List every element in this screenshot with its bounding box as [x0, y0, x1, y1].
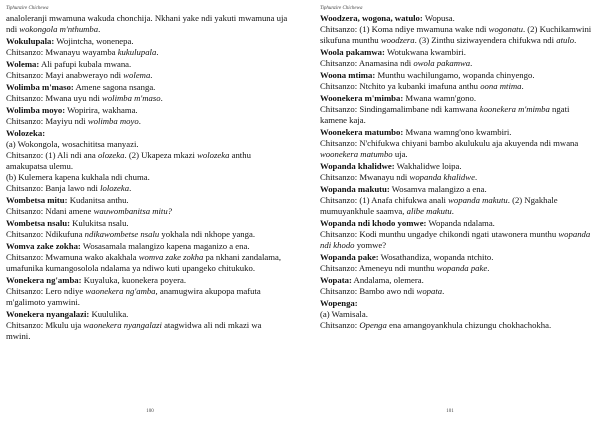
example-phrase: wopanda pake [436, 263, 488, 273]
entry-line [320, 309, 592, 320]
entry-line [320, 47, 592, 58]
dictionary-entry [6, 309, 288, 342]
headword: Womva zake zokha: [6, 241, 81, 251]
dictionary-entry [320, 298, 592, 331]
headword: Wopanda pake: [320, 252, 379, 262]
entry-line [6, 252, 288, 274]
dictionary-entries [6, 13, 288, 342]
dictionary-entry [6, 275, 288, 308]
entry-text: Chitsanzo: (1) Anafa chifukwa anali [320, 195, 449, 205]
headword: Wolozeka: [6, 128, 46, 138]
entry-text: . [442, 286, 445, 296]
example-phrase: wolimba moyo [87, 116, 139, 126]
running-header: Tiphunzire Chichewa [320, 6, 363, 11]
dictionary-entry [6, 82, 288, 104]
entry-text: . [98, 24, 101, 34]
entry-text: Chitsanzo: Banja lawo ndi [6, 183, 101, 193]
example-phrase: olozeka [97, 150, 125, 160]
entry-line [6, 139, 288, 150]
dictionary-entry [6, 36, 288, 58]
entry-line [6, 275, 288, 286]
entry-text: Chitsanzo: Lero ndiye [6, 286, 86, 296]
entry-text: Chitsanzo: Bambo awo ndi [320, 286, 417, 296]
entry-text: Mwana wamng'ono kwambiri. [403, 127, 512, 137]
example-phrase: lolozeka [100, 183, 130, 193]
dictionary-entry [6, 59, 288, 81]
entry-line [6, 218, 288, 229]
entry-text: Wotukwana kwambiri. [384, 47, 466, 57]
entry-text: Chitsanzo: Ntchito ya kubanki imafuna anthu [320, 81, 481, 91]
entry-text: Wosamva malangizo a ena. [389, 184, 487, 194]
example-phrase: koonekera m'mimba [479, 104, 550, 114]
entry-text: . [470, 58, 473, 68]
headword: Woodzera, wogona, watulo: [320, 13, 423, 23]
entry-text: Chitsanzo: Kodi munthu ungadye chikondi ngati utawonera munthu [320, 229, 559, 239]
entry-line [320, 93, 592, 104]
entry-line [6, 36, 288, 47]
entry-text: Kulukitsa nsalu. [69, 218, 129, 228]
headword: Wopenga: [320, 298, 358, 308]
dictionary-entry [320, 161, 592, 183]
entry-text: (a) Wamisala. [320, 309, 368, 319]
entry-text: Wosasamala malangizo kapena maganizo a ena. [80, 241, 250, 251]
entry-line [320, 138, 592, 160]
entry-line [6, 13, 288, 35]
entry-text: . [521, 81, 524, 91]
headword: Woonekera m'mimba: [320, 93, 404, 103]
entry-text: Chitsanzo: (1) Koma ndiye mwamuna wake ndi [320, 24, 489, 34]
entry-text: Chitsanzo: Mayiyu ndi [6, 116, 88, 126]
entry-text: Chitsanzo: [320, 320, 360, 330]
entry-text: . [574, 35, 577, 45]
entry-text: Wopanda ndalama. [426, 218, 495, 228]
entry-text: Kuululika. [89, 309, 129, 319]
dictionary-entry [320, 275, 592, 297]
headword: Woona mtima: [320, 70, 376, 80]
entry-line [320, 13, 592, 24]
entry-text: atagwidwa ali ndi mkazi wa mwini. [6, 320, 262, 341]
example-phrase: kukulupala [117, 47, 157, 57]
dictionary-entry [320, 70, 592, 92]
entry-text: Chitsanzo: Mwanayu wayamba [6, 47, 118, 57]
entry-line [6, 320, 288, 342]
entry-text: Chitsanzo: (1) Ali ndi ana [6, 150, 98, 160]
entry-text: Munthu wachilungamo, wopanda chinyengo. [375, 70, 535, 80]
example-phrase: wogonatu [488, 24, 523, 34]
entry-line [6, 59, 288, 70]
example-phrase: wolimba m'maso [102, 93, 161, 103]
entry-line [320, 275, 592, 286]
entry-line [6, 195, 288, 206]
page-number: 100 [146, 409, 154, 414]
headword: Wolimba m'maso: [6, 82, 74, 92]
entry-text: Chitsanzo: Ndikufuna [6, 229, 85, 239]
entry-line [6, 128, 288, 139]
entry-line [320, 184, 592, 195]
headword: Wonekera ng'amba: [6, 275, 82, 285]
dictionary-entries [320, 13, 592, 331]
entry-line [320, 218, 592, 229]
entry-line [320, 58, 592, 69]
entry-text: . [156, 47, 159, 57]
entry-text: Wojintcha, wonenepa. [54, 36, 134, 46]
headword: Wopanda ndi khodo yomwe: [320, 218, 427, 228]
entry-text: Chitsanzo: Mwanayu ndi [320, 172, 410, 182]
entry-text: . [487, 263, 490, 273]
example-phrase: ndikawombetse nsalu [84, 229, 160, 239]
entry-line [320, 263, 592, 274]
entry-line [6, 206, 288, 217]
example-phrase: owola pakamwa [413, 58, 471, 68]
entry-text: Chitsanzo: Ameneyu ndi munthu [320, 263, 437, 273]
headword: Wonekera nyangalazi: [6, 309, 90, 319]
entry-line [6, 93, 288, 104]
entry-text: Wopirira, wakhama. [65, 105, 138, 115]
dictionary-entry [320, 252, 592, 274]
entry-text: . (2) Ngakhale mumuyankhule saamva, [320, 195, 558, 216]
entry-text: Chitsanzo: Anamasina ndi [320, 58, 414, 68]
dictionary-entry [6, 105, 288, 127]
entry-line [6, 229, 288, 240]
dictionary-entry [320, 13, 592, 46]
entry-text: Amene sagona nsanga. [73, 82, 156, 92]
entry-line [320, 320, 592, 331]
entry-text: Chitsanzo: Sindingamalimbane ndi kamwana [320, 104, 480, 114]
entry-text: Chitsanzo: Mkulu uja [6, 320, 84, 330]
entry-text: . [160, 93, 163, 103]
entry-line [6, 70, 288, 81]
entry-line [320, 104, 592, 126]
entry-text: ena amangoyankhula chizungu chokhachokha. [386, 320, 552, 330]
entry-line [320, 298, 592, 309]
right-page [300, 0, 600, 424]
entry-text: Chitsanzo: Ndani amene [6, 206, 94, 216]
running-header: Tiphunzire Chichewa [6, 6, 49, 11]
entry-text: Chitsanzo: Mayi anabwerayo ndi [6, 70, 124, 80]
entry-text: yomwe? [354, 240, 387, 250]
dictionary-entry [6, 13, 288, 35]
entry-line [6, 309, 288, 320]
entry-line [320, 252, 592, 263]
entry-text: Kudanitsa anthu. [67, 195, 129, 205]
entry-text: . (2) Ukapeza mkazi [124, 150, 198, 160]
dictionary-entry [6, 128, 288, 194]
entry-line [320, 161, 592, 172]
entry-text: . [451, 206, 454, 216]
dictionary-entry [320, 47, 592, 69]
example-phrase: wolema [123, 70, 151, 80]
entry-line [320, 229, 592, 251]
entry-text: analoleranji mwamuna wakuda chonchija. Nkhani yake ndi yakuti mwamuna uja ndi [6, 13, 288, 34]
entry-line [6, 82, 288, 93]
page-number: 101 [446, 409, 454, 414]
dictionary-entry [6, 195, 288, 217]
example-phrase: wauwombanitsa mitu? [93, 206, 173, 216]
entry-line [320, 127, 592, 138]
dictionary-entry [6, 218, 288, 240]
example-phrase: oona mtima [480, 81, 522, 91]
example-phrase: atulo [556, 35, 575, 45]
entry-text: Wopusa. [422, 13, 455, 23]
entry-line [6, 241, 288, 252]
example-phrase: Openga [359, 320, 387, 330]
headword: Wokulupala: [6, 36, 55, 46]
entry-text: , anamugwira akupopa mafuta m'galimoto yamwini. [6, 286, 261, 307]
entry-line [320, 172, 592, 183]
entry-text: Chitsanzo: Mwana uyu ndi [6, 93, 103, 103]
dictionary-entry [320, 184, 592, 217]
example-phrase: waonekera ng'amba [85, 286, 156, 296]
dictionary-entry [320, 218, 592, 251]
headword: Woonekera matumbo: [320, 127, 404, 137]
entry-text: Chitsanzo: N'chifukwa chiyani bambo akulukulu aja akuyenda ndi mwana [320, 138, 579, 148]
entry-line [6, 286, 288, 308]
example-phrase: alibe makutu [406, 206, 452, 216]
entry-text: . [474, 172, 478, 182]
entry-line [6, 105, 288, 116]
entry-text: Mwana wamn'gono. [403, 93, 476, 103]
headword: Woola pakamwa: [320, 47, 385, 57]
entry-text: (a) Wokongola, wosachititsa manyazi. [6, 139, 139, 149]
entry-line [6, 47, 288, 58]
example-phrase: wopata [416, 286, 443, 296]
example-phrase: wolozeka [197, 150, 230, 160]
entry-text: Andalama, olemera. [351, 275, 424, 285]
entry-text: yokhala ndi nkhope yanga. [159, 229, 256, 239]
entry-line [320, 24, 592, 46]
entry-line [6, 150, 288, 172]
example-phrase: woonekera matumbo [320, 149, 393, 159]
entry-text: anthu amakupatsa ulemu. [6, 150, 251, 171]
headword: Wopanda khalidwe: [320, 161, 395, 171]
entry-text: . (2) Kuchikamwini sikufuna munthu [320, 24, 592, 45]
entry-text: . [150, 70, 153, 80]
dictionary-entry [320, 127, 592, 160]
dictionary-entry [6, 241, 288, 274]
entry-line [6, 172, 288, 183]
example-phrase: waonekera nyangalazi [83, 320, 162, 330]
headword: Wombetsa nsalu: [6, 218, 70, 228]
headword: Wopanda makutu: [320, 184, 390, 194]
entry-text: Wakhalidwe loipa. [394, 161, 462, 171]
example-phrase: wokongola m'nthumba [19, 24, 99, 34]
headword: Wopata: [320, 275, 352, 285]
entry-text: ngati kamene kaja. [320, 104, 570, 125]
dictionary-entry [320, 93, 592, 126]
headword: Wolimba moyo: [6, 105, 66, 115]
headword: Wolema: [6, 59, 40, 69]
example-phrase: wopanda ndi khodo [320, 229, 591, 250]
entry-text: pa nkhani zandalama, umafunika kumangosolola ndalama ya ndiwo kuti upangeko chitukuko. [6, 252, 282, 273]
headword: Wombetsa mitu: [6, 195, 68, 205]
entry-text: Kuyaluka, kuonekera poyera. [81, 275, 186, 285]
entry-text: . (3) Zinthu siziwayendera chifukwa ndi [414, 35, 557, 45]
entry-line [320, 195, 592, 217]
example-phrase: wopanda makutu [448, 195, 508, 205]
entry-line [6, 183, 288, 194]
entry-text: . [138, 116, 141, 126]
example-phrase: wopanda khalidwe [409, 172, 475, 182]
entry-text: (b) Kulemera kapena kukhala ndi chuma. [6, 172, 150, 182]
entry-text: uja. [392, 149, 408, 159]
entry-text: Wosathandiza, wopanda ntchito. [378, 252, 494, 262]
entry-text: Ali pafupi kubala mwana. [39, 59, 132, 69]
entry-line [320, 70, 592, 81]
entry-text: Chitsanzo: Mwamuna wako akakhala [6, 252, 139, 262]
entry-text: . [129, 183, 132, 193]
example-phrase: womva zake zokha [138, 252, 204, 262]
example-phrase: woodzera [380, 35, 415, 45]
entry-line [6, 116, 288, 127]
entry-line [320, 81, 592, 92]
entry-line [320, 286, 592, 297]
